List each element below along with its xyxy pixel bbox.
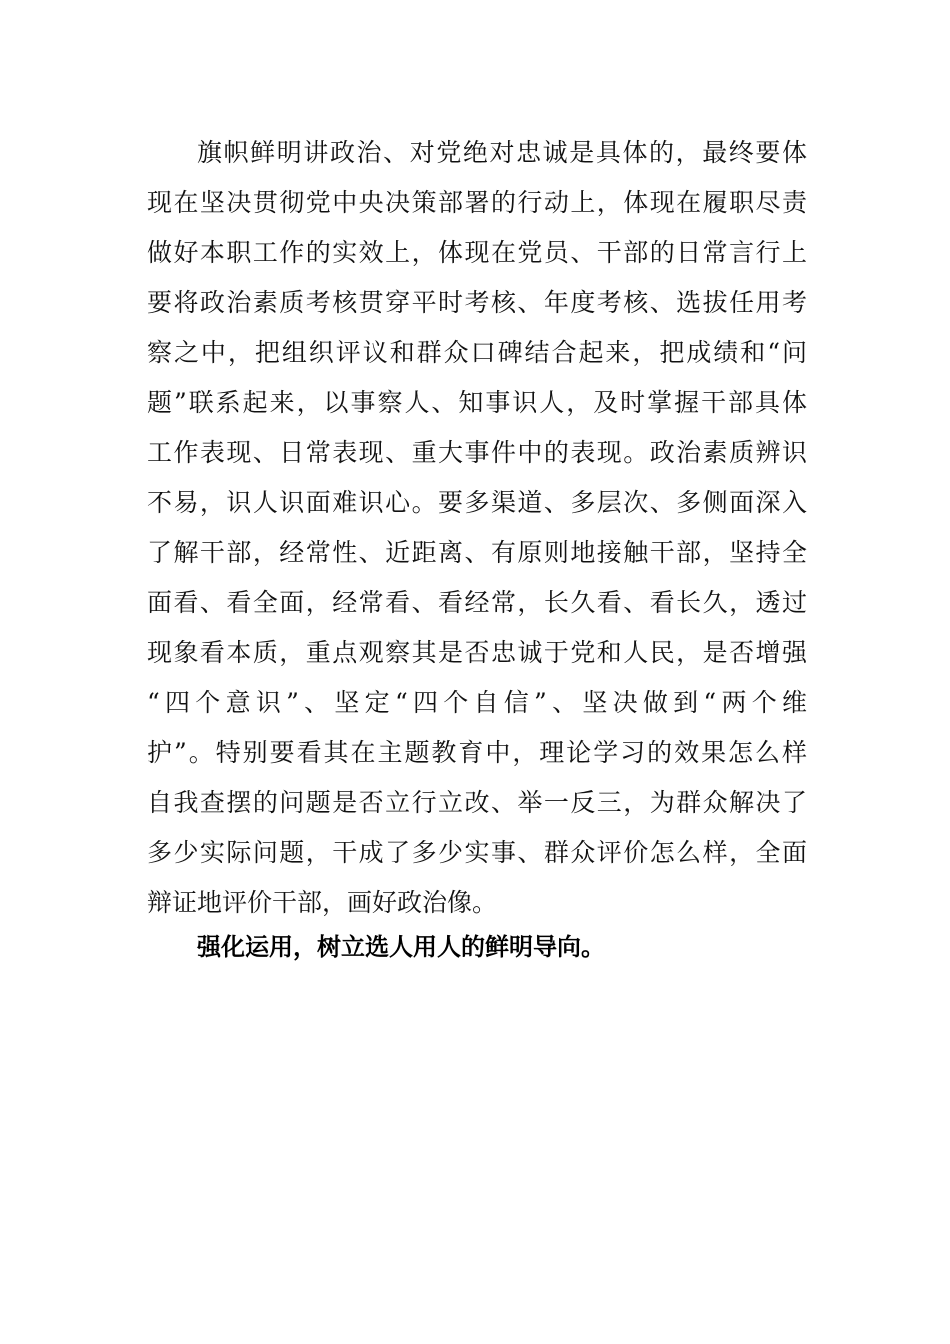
paragraph-line: 面看、看全面，经常看、看经常，长久看、看长久，透过 — [147, 588, 807, 617]
paragraph-line: “四个意识”、坚定“四个自信”、坚决做到“两个维 — [147, 688, 807, 717]
paragraph-line: 护”。特别要看其在主题教育中，理论学习的效果怎么样 — [147, 738, 807, 767]
paragraph-line: 旗帜鲜明讲政治、对党绝对忠诚是具体的，最终要体 — [197, 138, 807, 167]
paragraph-line: 做好本职工作的实效上，体现在党员、干部的日常言行上 — [147, 238, 807, 267]
paragraph-line: 了解干部，经常性、近距离、有原则地接触干部，坚持全 — [147, 538, 807, 567]
paragraph-line: 现在坚决贯彻党中央决策部署的行动上，体现在履职尽责 — [147, 188, 807, 217]
paragraph-line: 题”联系起来，以事察人、知事识人，及时掌握干部具体 — [147, 388, 807, 417]
body-paragraph — [147, 128, 807, 928]
paragraph-line: 辩证地评价干部，画好政治像。 — [147, 888, 498, 917]
paragraph-line: 多少实际问题，干成了多少实事、群众评价怎么样，全面 — [147, 838, 807, 867]
paragraph-line: 察之中，把组织评议和群众口碑结合起来，把成绩和“问 — [147, 338, 807, 367]
paragraph-line: 现象看本质，重点观察其是否忠诚于党和人民，是否增强 — [147, 638, 807, 667]
paragraph-line: 不易，识人识面难识心。要多渠道、多层次、多侧面深入 — [147, 488, 807, 517]
paragraph-line: 工作表现、日常表现、重大事件中的表现。政治素质辨识 — [147, 438, 807, 467]
paragraph-line: 自我查摆的问题是否立行立改、举一反三，为群众解决了 — [147, 788, 807, 817]
paragraph-line: 要将政治素质考核贯穿平时考核、年度考核、选拔任用考 — [147, 288, 807, 317]
section-heading: 强化运用，树立选人用人的鲜明导向。 — [197, 933, 605, 961]
